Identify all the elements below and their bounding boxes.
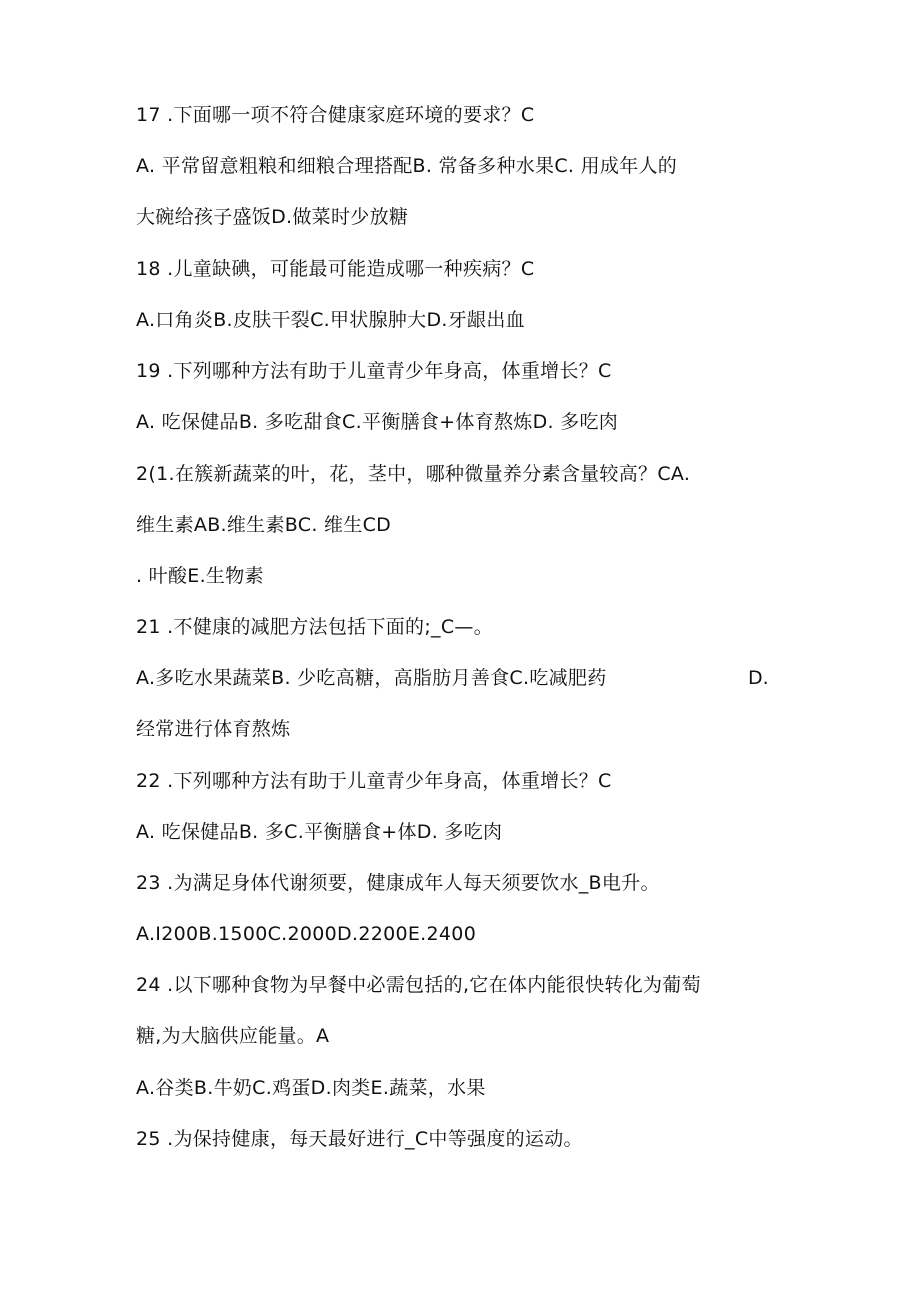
question-24-cont: 糖,为大脑供应能量。A — [136, 1025, 330, 1047]
question-25: 25 .为保持健康，每天最好进行_C中等强度的运动。 — [136, 1128, 583, 1150]
question-20-options-cont: . 叶酸E.生物素 — [136, 565, 264, 587]
question-23: 23 .为满足身体代谢须要，健康成年人每天须要饮水_B电升。 — [136, 872, 660, 894]
question-18-options: A.口角炎B.皮肤干裂C.甲状腺肿大D.牙龈出血 — [136, 309, 525, 331]
question-18: 18 .儿童缺碘，可能最可能造成哪一种疾病？C — [136, 258, 535, 280]
question-22-options: A. 吃保健品B. 多C.平衡膳食+体D. 多吃肉 — [136, 821, 503, 843]
question-17-options: A. 平常留意粗粮和细粮合理搭配B. 常备多种水果C. 用成年人的 — [136, 155, 678, 177]
question-19: 19 .下列哪种方法有助于儿童青少年身高，体重增长？C — [136, 360, 612, 382]
question-20: 2(1.在簇新蔬菜的叶，花，茎中，哪种微量养分素含量较高？CA. — [136, 463, 691, 485]
question-24-options: A.谷类B.牛奶C.鸡蛋D.肉类E.蔬菜，水果 — [136, 1077, 486, 1099]
question-17: 17 .下面哪一项不符合健康家庭环境的要求？C — [136, 104, 535, 126]
question-19-options: A. 吃保健品B. 多吃甜食C.平衡膳食+体育熬炼D. 多吃肉 — [136, 411, 619, 433]
question-21: 21 .不健康的减肥方法包括下面的;_C—。 — [136, 616, 494, 638]
question-24: 24 .以下哪种食物为早餐中必需包括的,它在体内能很快转化为葡萄 — [136, 974, 701, 996]
question-20-options: 维生素AB.维生素BC. 维生CD — [136, 514, 392, 536]
question-21-option-d-label: D. — [748, 667, 769, 689]
question-23-options: A.I200B.1500C.2000D.2200E.2400 — [136, 923, 477, 945]
question-17-options-cont: 大碗给孩子盛饭D.做菜时少放糖 — [136, 206, 409, 228]
question-22: 22 .下列哪种方法有助于儿童青少年身高，体重增长？C — [136, 770, 612, 792]
question-21-options-cont: 经常进行体育熬炼 — [136, 718, 291, 740]
question-21-options: A.多吃水果蔬菜B. 少吃高糖，高脂肪月善食C.吃减肥药 — [136, 667, 607, 689]
